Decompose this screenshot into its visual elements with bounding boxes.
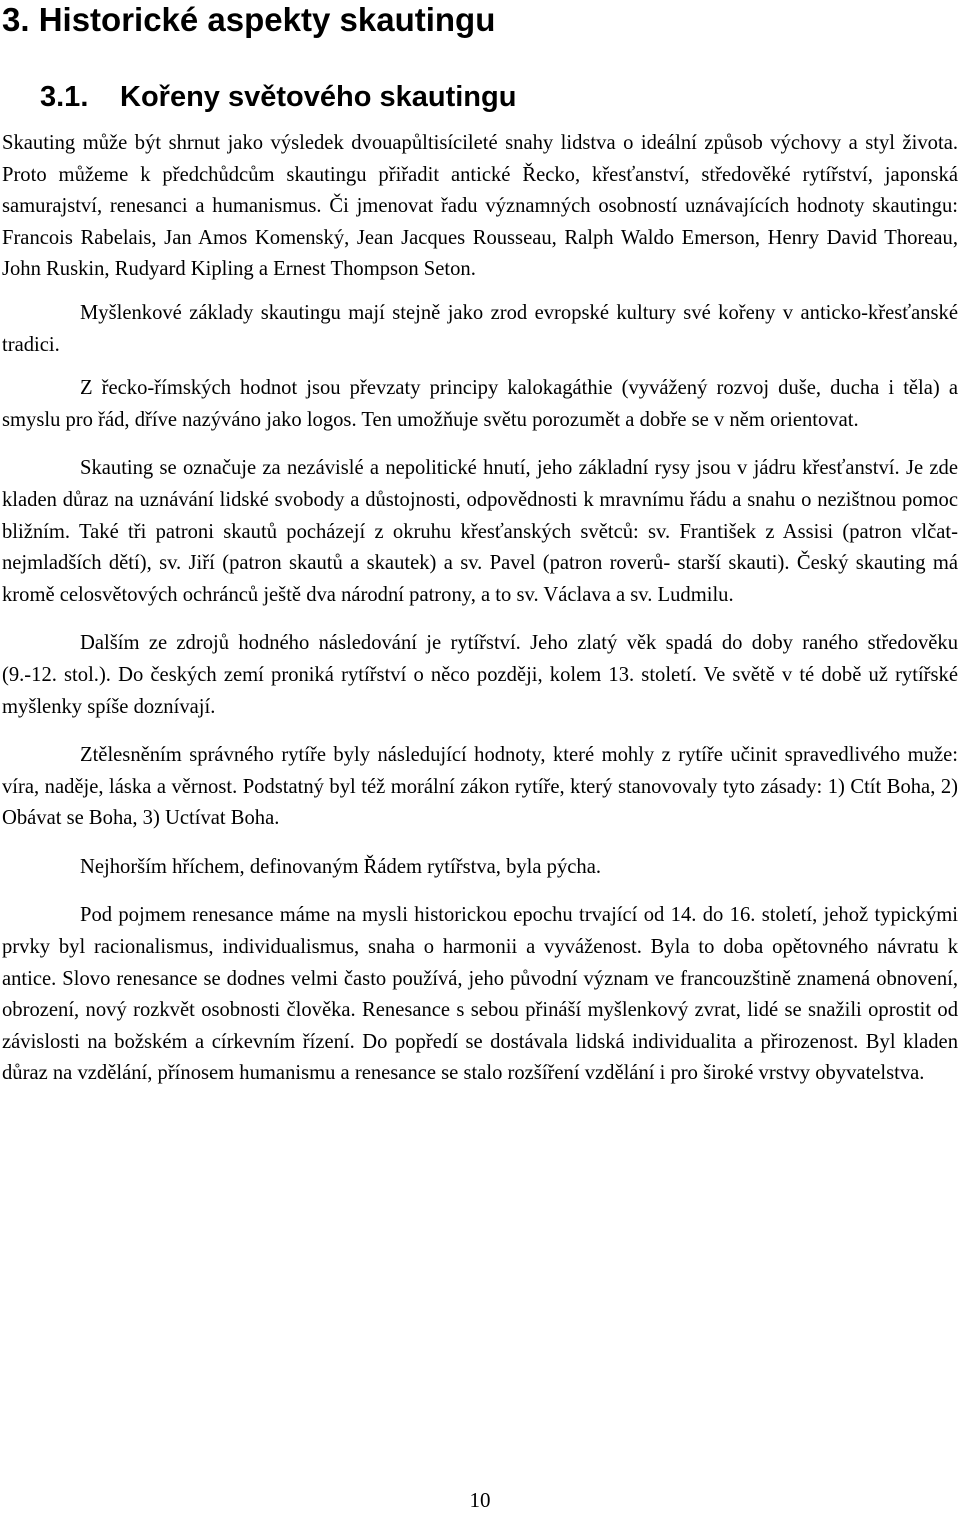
paragraph-roots-intro: Skauting může být shrnut jako výsledek dvouapůltisícileté snahy lidstva o ideální způsob výchovy a styl života. Proto můžeme k předchůdcům skautingu přiřadit antické Řecko, křesťanství, středověké rytířství, japonská samurajství, renesanci a humanismus. Či jmenovat řadu významných osobností uznávajících hodnoty skautingu: Francois Rabelais, Jan Amos Komenský, Jean Jacques Rousseau, Ralph Waldo Emerson, Henry David Thoreau, John Ruskin, Rudyard Kipling a Ernest Thompson Seton. <box>2 132 958 281</box>
chapter-heading: 3. Historické aspekty skautingu <box>2 1 496 38</box>
paragraph-christianity: Skauting se označuje za nezávislé a nepolitické hnutí, jeho základní rysy jsou v jádru křesťanství. Je zde kladen důraz na uznávání lidské svobody a důstojnosti, odpovědnosti k mravnímu řádu a snahu o nezištnou pomoc bližním. Také tři patroni skautů pocházejí z okruhu křesťanských světců: sv. František z Assisi (patron vlčat-nejmladších dětí), sv. Jiří (patron skautů a skautek) a sv. Pavel (patron roverů- starší skauti). Český skauting má kromě celosvětových ochránců ještě dva národní patrony, a to sv. Václava a sv. Ludmilu. <box>2 457 958 606</box>
paragraph-knight-values: Ztělesněním správného rytíře byly následující hodnoty, které mohly z rytíře učinit spravedlivého muže: víra, naděje, láska a věrnost. Podstatný byl též morální zákon rytíře, který stanovovaly tyto zásady: 1) Ctít Boha, 2) Obávat se Boha, 3) Uctívat Boha. <box>2 744 958 830</box>
paragraph-foundations: Myšlenkové základy skautingu mají stejně jako zrod evropské kultury své kořeny v anticko-křesťanské tradici. <box>2 301 958 356</box>
paragraph-chivalry: Dalším ze zdrojů hodného následování je rytířství. Jeho zlatý věk spadá do doby raného středověku (9.-12. stol.). Do českých zemí proniká rytířství o něco později, kolem 13. století. Ve světě v té době už rytířské myšlenky spíše doznívají. <box>2 632 958 718</box>
section-title: Kořeny světového skautingu <box>120 81 517 113</box>
paragraph-greco-roman: Z řecko-římských hodnot jsou převzaty principy kalokagáthie (vyvážený rozvoj duše, ducha i těla) a smyslu pro řád, dříve nazýváno jako logos. Ten umožňuje světu porozumět a dobře se v něm orientovat. <box>2 377 958 431</box>
body-text <box>2 128 958 1090</box>
paragraph-pride: Nejhorším hříchem, definovaným Řádem rytířstva, byla pýcha. <box>80 855 601 878</box>
page-number: 10 <box>469 1488 491 1512</box>
section-heading <box>40 78 516 116</box>
section-number: 3.1. <box>40 81 89 113</box>
paragraph-renaissance: Pod pojmem renesance máme na mysli historickou epochu trvající od 14. do 16. století, jehož typickými prvky byl racionalismus, individualismus, snaha o harmonii a vyváženost. Byla to doba opětovného návratu k antice. Slovo renesance se dodnes velmi často používá, jeho původní význam ve francouzštině znamená obnovení, obrození, nový rozkvět osobnosti člověka. Renesance s sebou přináší myšlenkový zvrat, lidé se snažili oprostit od závislosti na božském a církevním řízení. Do popředí se dostávala lidská individualita a přirozenost. Byl kladen důraz na vzdělání, přínosem humanismu a renesance se stalo rozšíření vzdělání i pro široké vrstvy obyvatelstva. <box>2 904 958 1085</box>
